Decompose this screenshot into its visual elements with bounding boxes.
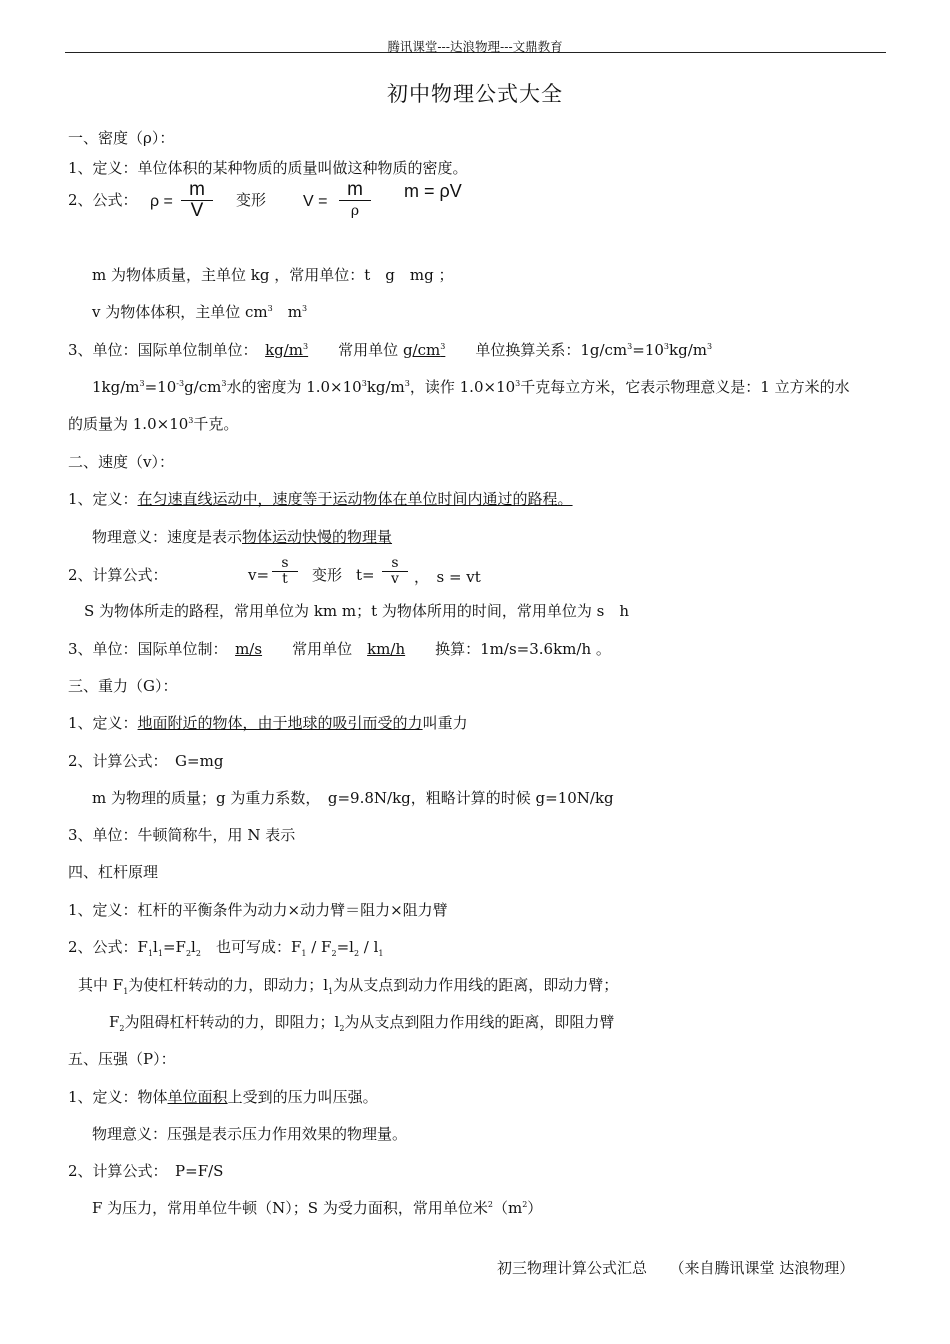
water-density-line-2: 的质量为 $1.0\times 10^3$千克。 bbox=[68, 415, 239, 433]
volume-fraction bbox=[339, 180, 371, 221]
density-definition: 1、定义：单位体积的某种物质的质量叫做这种物质的密度。 bbox=[68, 159, 468, 177]
fraction-denominator: V bbox=[190, 200, 204, 221]
pressure-meaning: 物理意义：压强是表示压力作用效果的物理量。 bbox=[92, 1125, 408, 1143]
mass-formula: m = ρV bbox=[404, 181, 462, 201]
lever-note-2: $F_2$为阻碍杠杆转动的力，即阻力；$l_2$为从支点到阻力作用线的距离，即阻力臂 bbox=[109, 1013, 615, 1033]
gravity-heading: 三、重力（G）： bbox=[68, 677, 178, 695]
page-header: 腾讯课堂---达浪物理---文鼎教育 bbox=[387, 39, 563, 54]
pressure-heading: 五、压强（P）： bbox=[68, 1050, 176, 1068]
lever-heading: 四、杠杆原理 bbox=[68, 863, 159, 881]
speed-heading: 二、速度（v）： bbox=[68, 453, 174, 471]
pressure-definition: 1、定义：物体单位面积上受到的压力叫压强。 bbox=[68, 1088, 378, 1106]
volume-equals: V = bbox=[303, 193, 328, 210]
gravity-definition: 1、定义：地面附近的物体，由于地球的吸引而受的力叫重力 bbox=[68, 714, 468, 732]
distance-formula: ， s = vt bbox=[414, 568, 481, 586]
gravity-note: m 为物理的质量；g 为重力系数， g=9.8N/kg，粗略计算的时候 g=10N/kg bbox=[92, 789, 614, 807]
speed-unit-line: 3、单位：国际单位制： m/s 常用单位 km/h 换算：1m/s=3.6km/h 。 bbox=[68, 640, 611, 658]
fraction-numerator: s bbox=[272, 556, 298, 572]
speed-transform: 变形 bbox=[312, 566, 343, 584]
fraction-numerator: s bbox=[382, 556, 408, 572]
speed-v-equals: v= bbox=[248, 566, 270, 584]
density-heading: 一、密度（ρ）： bbox=[68, 129, 175, 147]
water-density-line: $1kg/m^3=10^{-3}g/cm^3$水的密度为 $1.0\times 10^3kg/m^3$，读作 $1.0\times 10^3$千克每立方米，它表示物理意义是：1 立方米的水 bbox=[92, 378, 850, 396]
page-footer: 初三物理计算公式汇总 （来自腾讯课堂 达浪物理） bbox=[497, 1259, 855, 1277]
header-rule bbox=[65, 52, 886, 53]
time-fraction bbox=[382, 556, 408, 587]
fraction-denominator: v bbox=[391, 571, 399, 587]
rho-equals: ρ = bbox=[150, 193, 173, 210]
gravity-formula: 2、计算公式： G=mg bbox=[68, 752, 224, 770]
density-formula-label: 2、公式： bbox=[68, 191, 138, 209]
speed-meaning: 物理意义：速度是表示物体运动快慢的物理量 bbox=[92, 528, 393, 546]
pressure-formula: 2、计算公式： P=F/S bbox=[68, 1162, 224, 1180]
lever-definition: 1、定义：杠杆的平衡条件为动力×动力臂＝阻力×阻力臂 bbox=[68, 901, 448, 919]
volume-note: v 为物体体积，主单位 $cm^3$ $m^3$ bbox=[92, 303, 308, 321]
time-equals: t= bbox=[356, 566, 375, 584]
speed-definition: 1、定义：在匀速直线运动中，速度等于运动物体在单位时间内通过的路程。 bbox=[68, 490, 573, 508]
speed-formula-label: 2、计算公式： bbox=[68, 566, 168, 584]
lever-note-1: 其中 $F_1$为使杠杆转动的力，即动力；$l_1$为从支点到动力作用线的距离，即动力臂； bbox=[78, 976, 619, 996]
density-unit-line: 3、单位：国际单位制单位： $kg/m^3$ 常用单位 $g/cm^3$ 单位换算关系：$1g/cm^3=10^3kg/m^3$ bbox=[68, 341, 713, 359]
rho-fraction bbox=[181, 180, 213, 221]
gravity-unit: 3、单位：牛顿简称牛，用 N 表示 bbox=[68, 826, 296, 844]
page-title: 初中物理公式大全 bbox=[387, 82, 563, 106]
fraction-numerator: m bbox=[181, 180, 213, 201]
speed-note: S 为物体所走的路程，常用单位为 km m；t 为物体所用的时间，常用单位为 s h bbox=[84, 602, 630, 620]
mass-note: m 为物体质量，主单位 kg ，常用单位：t g mg ； bbox=[92, 266, 454, 284]
pressure-note: F 为压力，常用单位牛顿（N）；S 为受力面积，常用单位米$^2(m^2)$ bbox=[92, 1199, 543, 1217]
fraction-denominator: t bbox=[282, 571, 288, 587]
lever-formula: 2、公式：$F_1l_1=F_2l_2$ 也可写成：$F_1 / F_2=l_2 / l_1$ bbox=[68, 938, 384, 958]
fraction-numerator: m bbox=[339, 180, 371, 201]
fraction-denominator: ρ bbox=[350, 203, 360, 219]
density-transform: 变形 bbox=[236, 191, 267, 209]
speed-fraction bbox=[272, 556, 298, 587]
